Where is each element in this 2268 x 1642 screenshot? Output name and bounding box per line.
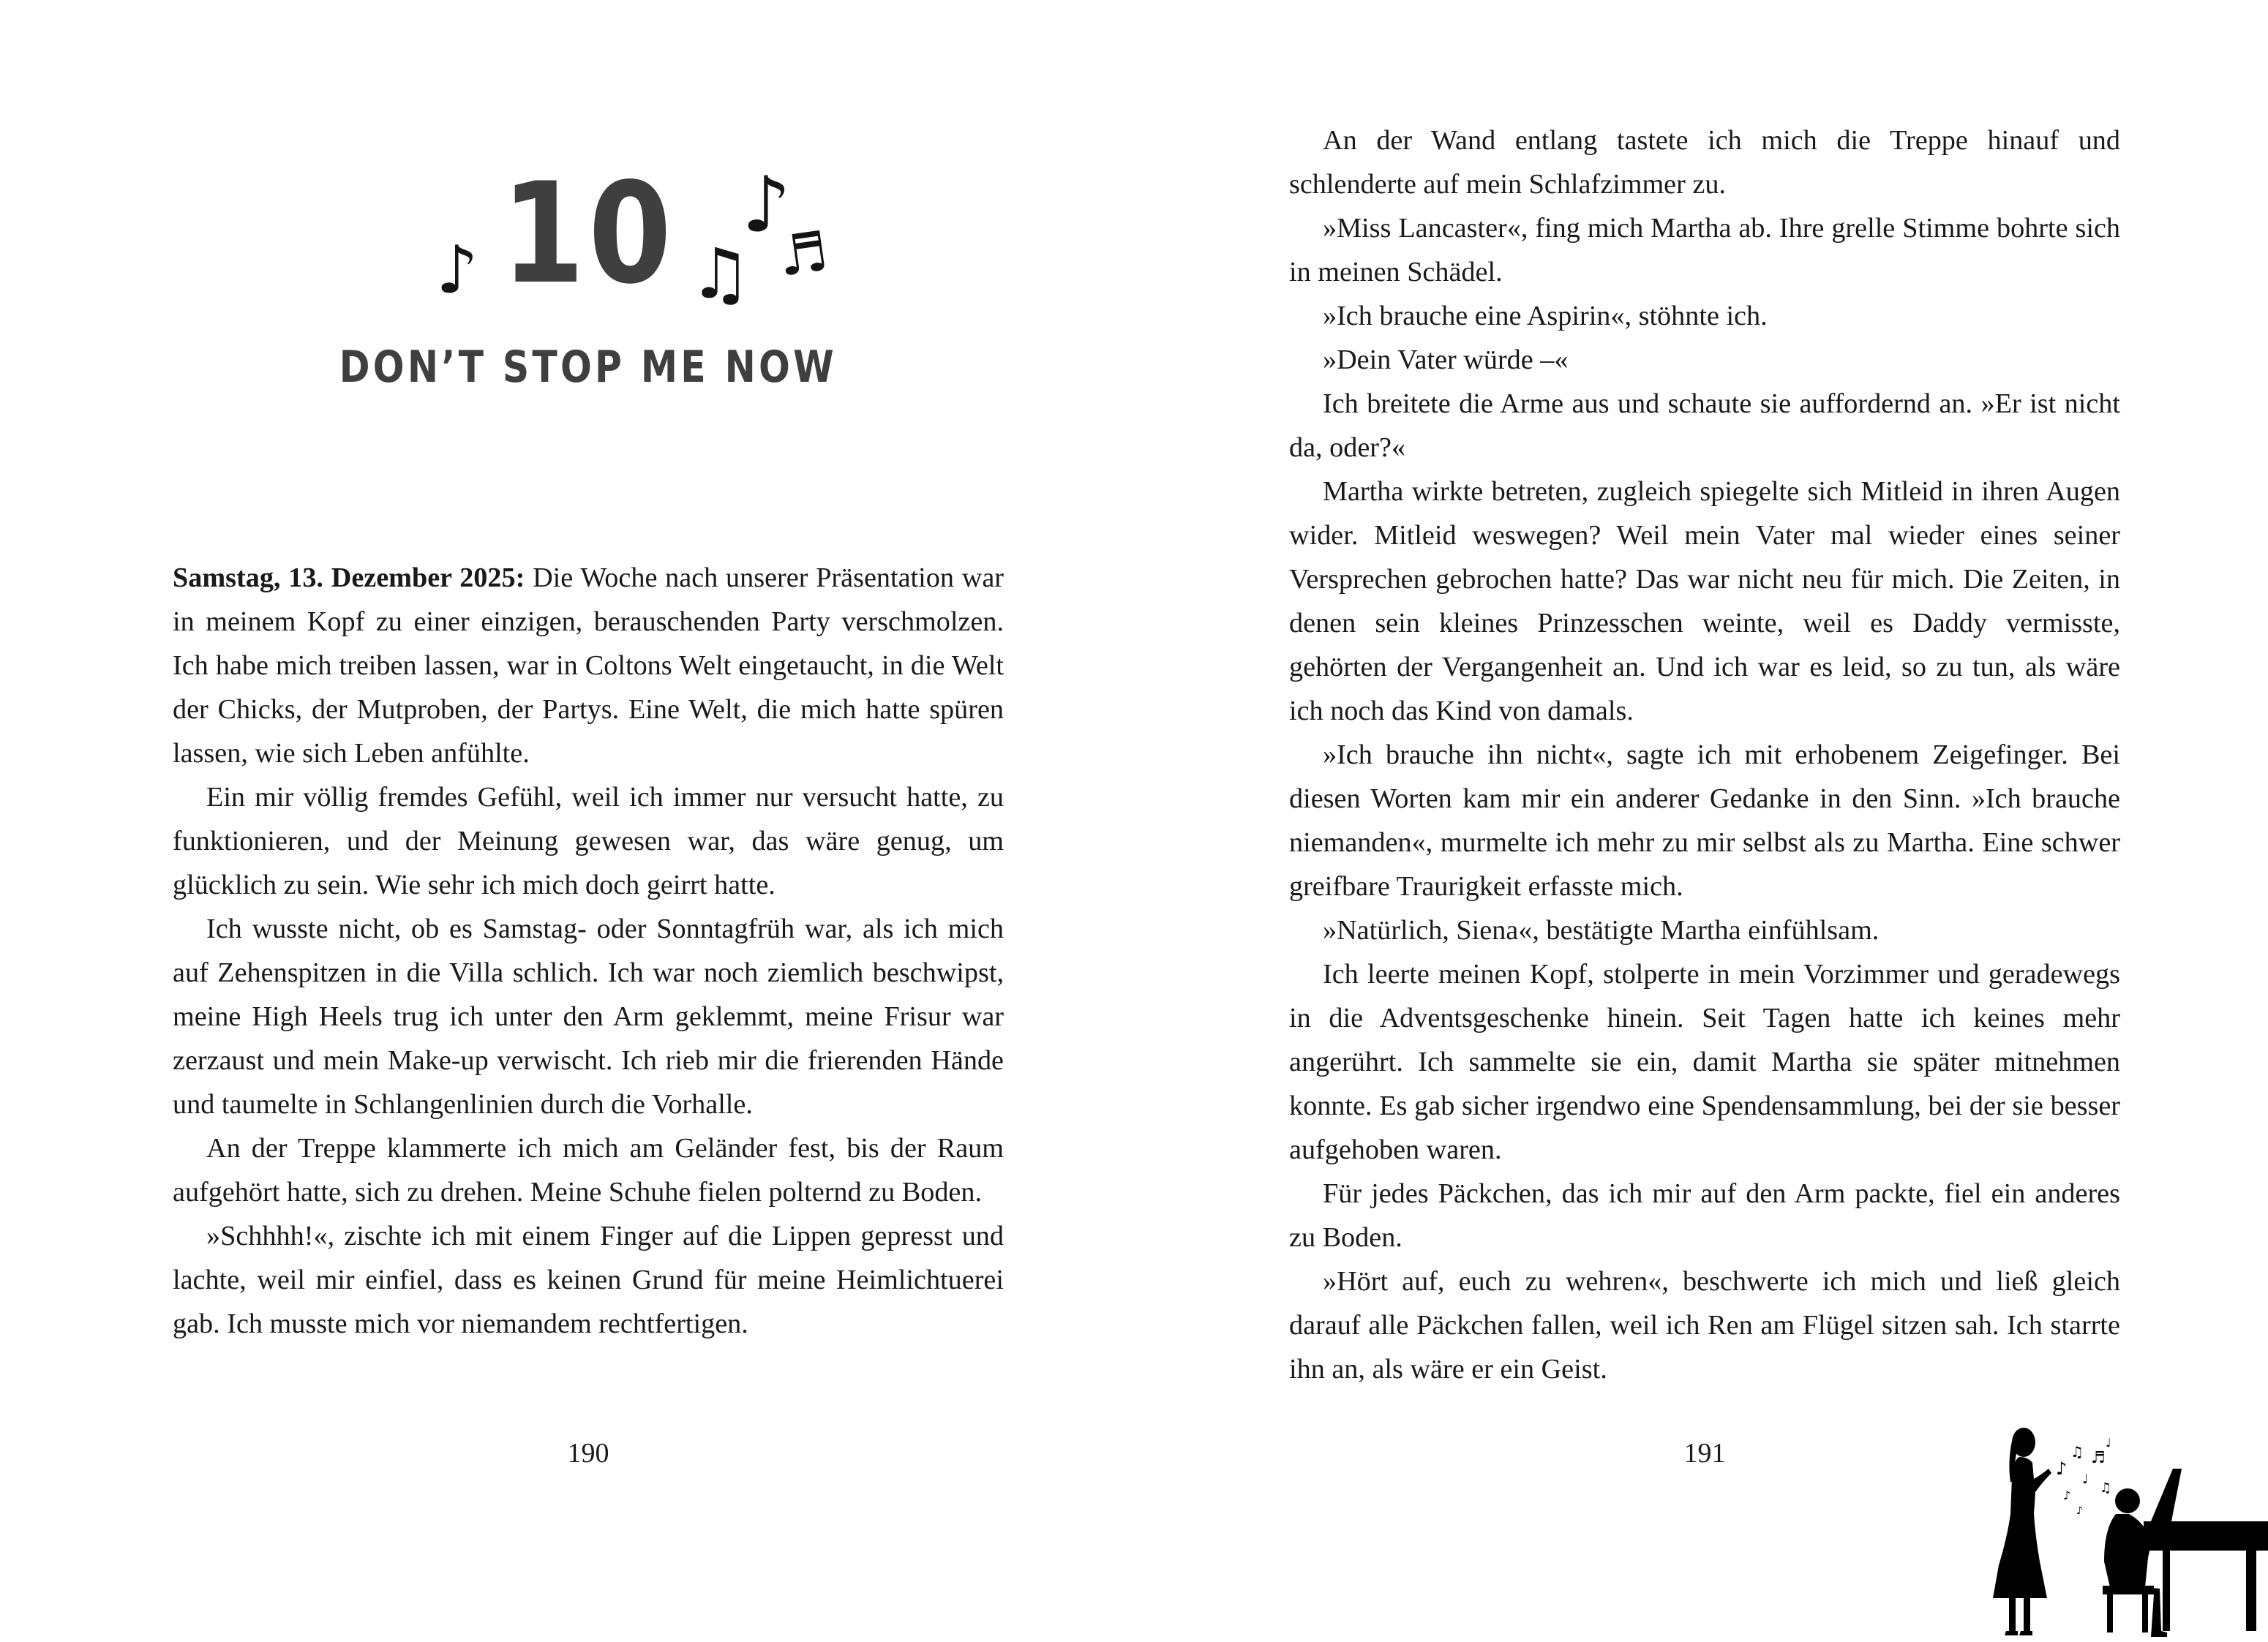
svg-text:♪: ♪ [2063, 1488, 2071, 1502]
beamed-eighth-notes-icon: ♫ [689, 234, 752, 315]
paragraph: »Dein Vater würde –« [1323, 344, 1569, 375]
svg-text:♬: ♬ [2091, 1449, 2106, 1467]
paragraph: Ich leerte meinen Kopf, stolperte in mein Vorzimmer und geradewegs in die Adventsgeschenke hinein. Seit Tagen hatte ich keines mehr angerührt. Ich sammelte sie ein, damit Martha sie später mitnehmen konnte. Es gab sicher irgendwo eine Spendensammlung, bei der sie besser aufgehoben waren. [1289, 959, 2120, 1165]
paragraph: Ich wusste nicht, ob es Samstag- oder Sonntagfrüh war, als ich mich auf Zehenspitzen in die Villa schlich. Ich war noch ziemlich beschwipst, meine High Heels trug ich unter den Arm geklemmt, meine Frisur war zerzaust und mein Make-up verwischt. Ich rieb mir die frierenden Hände und taumelte in Schlangenlinien durch die Vorhalle. [173, 914, 1004, 1120]
right-body-text [1289, 118, 2120, 1391]
paragraph: »Ich brauche ihn nicht«, sagte ich mit erhobenem Zeigefinger. Bei diesen Worten kam mir ein anderer Gedanke in den Sinn. »Ich brauche niemanden«, murmelte ich mehr zu mir selbst als zu Martha. Eine schwer greifbare Traurigkeit erfasste mich. [1289, 739, 2120, 902]
paragraph: Samstag, 13. Dezember 2025: Die Woche nach unserer Präsentation war in meinem Kopf zu einer einzigen, berauschenden Party verschmolzen. Ich habe mich treiben lassen, war in Coltons Welt eingetaucht, in die Welt der Chicks, der Mutproben, der Partys. Eine Welt, die mich hatte spüren lassen, wie sich Leben anfühlte. [173, 562, 1004, 769]
page-number: 191 [1683, 1438, 1726, 1469]
left-body-text [173, 556, 1004, 1346]
silhouette-woman-and-pianist-icon [1953, 1412, 2268, 1642]
paragraph: Für jedes Päckchen, das ich mir auf den Arm packte, fiel ein anderes zu Boden. [1289, 1178, 2120, 1253]
svg-text:♫: ♫ [2070, 1443, 2084, 1461]
date-lead: Samstag, 13. Dezember 2025: [173, 562, 525, 593]
paragraph: »Miss Lancaster«, fing mich Martha ab. Ihre grelle Stimme bohrte sich in meinen Schädel. [1289, 213, 2120, 287]
paragraph: Ich breitete die Arme aus und schaute sie auffordernd an. »Er ist nicht da, oder?« [1289, 388, 2120, 463]
svg-text:♪: ♪ [2076, 1505, 2083, 1517]
paragraph: »Ich brauche eine Aspirin«, stöhnte ich. [1323, 301, 1768, 331]
chapter-title: DON’T STOP ME NOW [339, 342, 838, 393]
chapter-number: 10 [501, 153, 675, 315]
chapter-heading [173, 153, 1004, 393]
paragraph: An der Treppe klammerte ich mich am Geländer fest, bis der Raum aufgehört hatte, sich zu drehen. Meine Schuhe fielen polternd zu Boden. [173, 1133, 1004, 1208]
paragraph: Ein mir völlig fremdes Gefühl, weil ich immer nur versucht hatte, zu funktionieren, und der Meinung gewesen war, das wäre genug, um glücklich zu sein. Wie sehr ich mich doch geirrt hatte. [173, 782, 1004, 900]
paragraph: »Schhhh!«, zischte ich mit einem Finger auf die Lippen gepresst und lachte, weil mir einfiel, dass es keinen Grund für meine Heimlichtuerei gab. Ich musste mich vor niemandem rechtfertigen. [173, 1221, 1004, 1339]
paragraph: »Hört auf, euch zu wehren«, beschwerte ich mich und ließ gleich darauf alle Päckchen fallen, weil ich Ren am Flügel sitzen sah. Ich starrte ihn an, als wäre er ein Geist. [1289, 1266, 2120, 1385]
page-number: 190 [567, 1438, 609, 1469]
paragraph: Martha wirkte betreten, zugleich spiegelte sich Mitleid in ihren Augen wider. Mitleid weswegen? Weil mein Vater mal wieder eines seiner Versprechen gebrochen hatte? Das war nicht neu für mich. Die Zeiten, in denen sein kleines Prinzesschen weinte, weil es Daddy vermisste, gehörten der Vergangenheit an. Und ich war es leid, so zu tun, als wäre ich noch das Kind von damals. [1289, 476, 2120, 726]
beamed-sixteenth-notes-icon: ♬ [774, 218, 832, 290]
svg-text:♩: ♩ [2082, 1472, 2089, 1487]
eighth-note-icon: ♪ [436, 232, 478, 309]
paragraph: An der Wand entlang tastete ich mich die Treppe hinauf und schlenderte auf mein Schlafzimmer zu. [1289, 125, 2120, 200]
svg-text:♪: ♪ [2056, 1458, 2068, 1479]
right-page [1134, 0, 2268, 1642]
svg-text:♫: ♫ [2100, 1480, 2112, 1496]
paragraph: »Natürlich, Siena«, bestätigte Martha einfühlsam. [1323, 915, 1880, 946]
eighth-note-icon: ♪ [742, 160, 792, 249]
svg-text:♩: ♩ [2106, 1436, 2111, 1450]
